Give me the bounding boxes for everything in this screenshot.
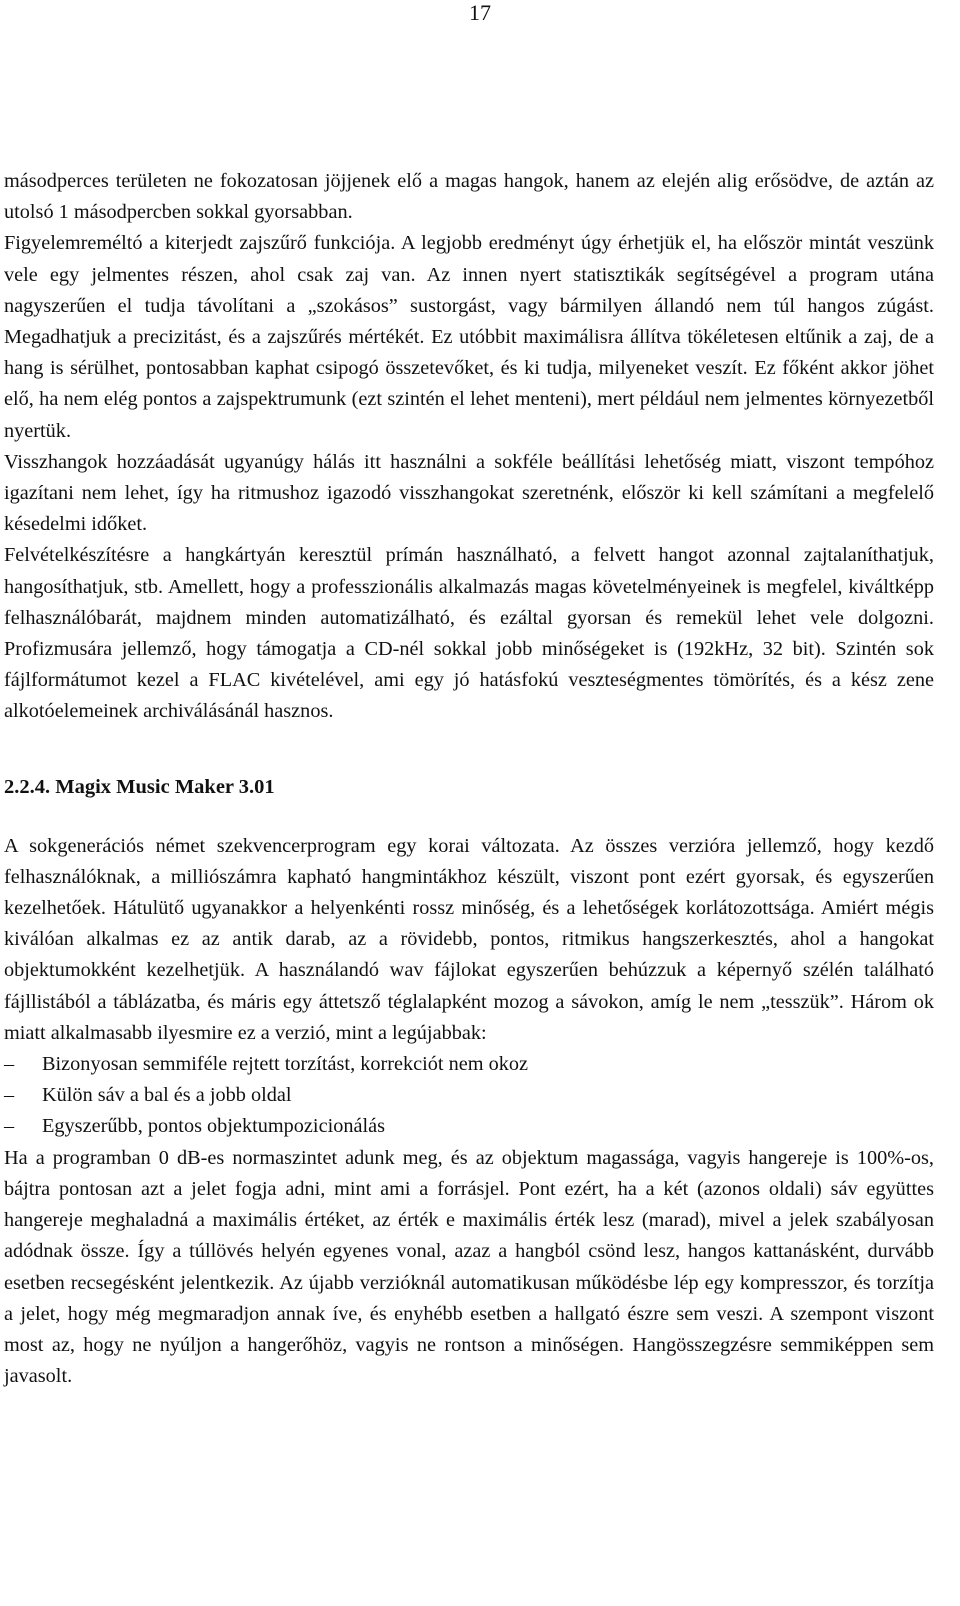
list-item — [4, 1080, 934, 1111]
paragraph-echo: Visszhangok hozzáadását ugyanúgy hálás itt használni a sokféle beállítási lehetőség miatt, viszont tempóhoz igazítani nem lehet, így ha ritmushoz igazodó visszhangokat szeretnénk, először ki kell számítani a megfelelő késedelmi időket. — [4, 450, 934, 536]
list-item — [4, 1049, 934, 1080]
paragraph-magix-intro: A sokgenerációs német szekvencerprogram egy korai változata. Az összes verzióra jellemző, hogy kezdő felhasználóknak, a milliószámra kapható hangmintákhoz készült, viszont pont ezért gyorsak, és egyszerűen kezelhetőek. Hátulütő ugyanakkor a helyenkénti rossz minőség, és a lehetőségek korlátozottsága. Amiért mégis kiválóan alkalmas ez az antik darab, az a rövidebb, pontos, ritmikus hangszerkesztés, ahol a hangokat objektumokként kezelhetjük. A használandó wav fájlokat egyszerűen behúzzuk a képernyő szélén található fájllistából a táblázatba, és máris egy áttetsző téglalapként mozog a sávokon, amíg le nem „tesszük”. Három ok miatt alkalmasabb ilyesmire ez a verzió, mint a legújabbak: — [4, 834, 934, 1044]
list-item-text: Külön sáv a bal és a jobb oldal — [42, 1084, 292, 1107]
list-item-text: Egyszerűbb, pontos objektumpozicionálás — [42, 1115, 386, 1138]
paragraph-noise-filter: Figyelemreméltó a kiterjedt zajszűrő funkciója. A legjobb eredményt úgy érhetjük el, ha először mintát veszünk vele egy jelmentes részen, ahol csak zaj van. Az innen nyert statisztikák segítségével a program utána nagyszerűen el tudja távolítani a „szokásos” sustorgást, vagy bármilyen állandó nem túl hangos zúgást. Megadhatjuk a precizitást, és a zajszűrés mértékét. Ez utóbbit maximálisra állítva tökéletesen eltűnik a zaj, de a hang is sérülhet, pontosabban kaphat csipogó összetevőket, és ki tudja, milyeneket veszít. Ez főként akkor jöhet elő, ha nem elég pontos a zajspektrumunk (ezt szintén el lehet menteni), mert például nem jelmentes környezetből nyertük. — [4, 232, 934, 442]
section-heading: 2.2.4. Magix Music Maker 3.01 — [4, 775, 275, 798]
list-item-text: Bizonyosan semmiféle rejtett torzítást, korrekciót nem okoz — [42, 1053, 529, 1076]
dash-bullet-icon: – — [4, 1053, 15, 1076]
paragraph-continuation: másodperces területen ne fokozatosan jöjjenek elő a magas hangok, hanem az elején alig erősödve, de aztán az utolsó 1 másodpercben sokkal gyorsabban. — [4, 170, 934, 224]
list-item — [4, 1111, 934, 1142]
page-number: 17 — [469, 0, 491, 25]
document-body — [4, 166, 934, 1392]
paragraph-recording: Felvételkészítésre a hangkártyán keresztül prímán használható, a felvett hangot azonnal zajtalaníthatjuk, hangosíthatjuk, stb. Amellett, hogy a professzionális alkalmazás magas követelményeinek is megfelel, kiváltképp felhasználóbarát, majdnem minden automatizálható, és ezáltal gyorsan és remekül lehet vele dolgozni. Profizmusára jellemző, hogy támogatja a CD-nél sokkal jobb minőségeket is (192kHz, 32 bit). Szintén sok fájlformátumot kezel a FLAC kivételével, ami egy jó hatásfokú veszteségmentes tömörítés, és a kész zene alkotóelemeinek archiválásánál hasznos. — [4, 544, 934, 723]
reasons-list — [4, 1049, 934, 1143]
paragraph-normalization: Ha a programban 0 dB-es normaszintet adunk meg, és az objektum magassága, vagyis hangereje is 100%-os, bájtra pontosan azt a jelet fogja adni, mint ami a forrásjel. Pont ezért, ha a két (azonos oldali) sáv együttes hangereje meghaladná a maximális értéket, az érték e maximális érték lesz (marad), mivel a jelek szabályosan adódnak össze. Így a túllövés helyén egyenes vonal, azaz a hangból csönd lesz, hangos kattanásként, durvább esetben recsegésként jelentkezik. Az újabb verzióknál automatikusan működésbe lép egy kompresszor, és torzítja a jelet, hogy még megmaradjon annak íve, és enyhébb esetben a hallgató észre sem veszi. A szempont viszont most az, hogy ne nyúljon a hangerőhöz, vagyis ne rontson a minőségen. Hangösszegzésre semmiképpen sem javasolt. — [4, 1146, 934, 1388]
dash-bullet-icon: – — [4, 1084, 15, 1107]
dash-bullet-icon: – — [4, 1115, 15, 1138]
